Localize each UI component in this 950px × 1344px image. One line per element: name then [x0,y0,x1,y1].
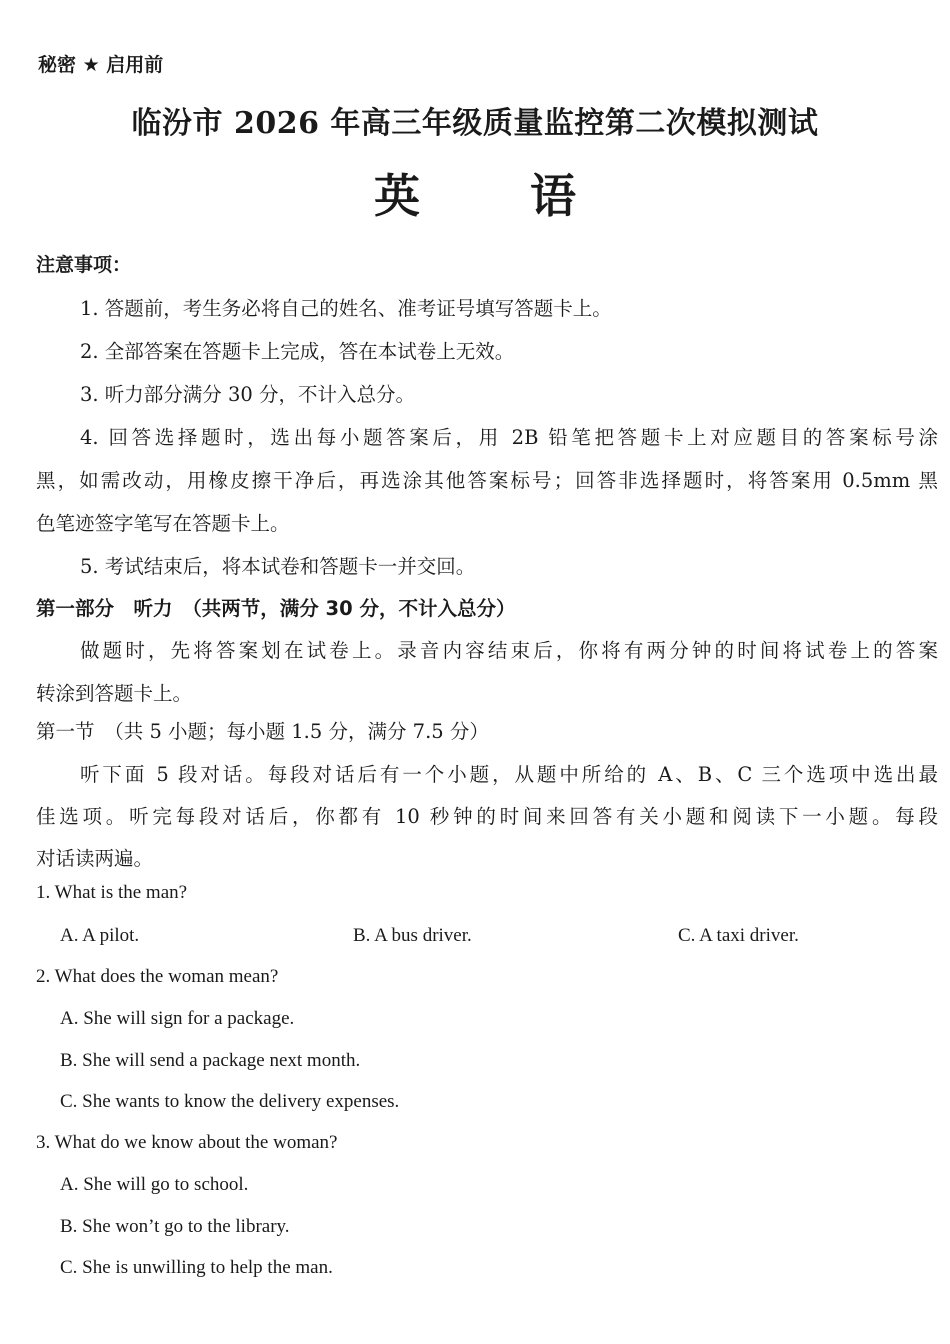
notice-item: 2. 全部答案在答题卡上完成，答在本试卷上无效。 [80,340,515,363]
part-one-heading: 第一部分 听力 （共两节，满分 30 分，不计入总分） [36,597,516,620]
subject-title: 英语 [374,169,686,223]
notice-item-continued: 黑，如需改动，用橡皮擦干净后，再选涂其他答案标号；回答非选择题时，将答案用 0.5mm 黑 [36,469,938,492]
confidential-label: 秘密 ★ 启用前 [38,54,164,76]
question-stem: 3. What do we know about the woman? [36,1132,338,1153]
answer-option: B. She will send a package next month. [60,1050,361,1071]
part-one-instructions: 做题时，先将答案划在试卷上。录音内容结束后，你将有两分钟的时间将试卷上的答案 [80,639,938,662]
section-one-instructions: 对话读两遍。 [36,847,154,870]
question-stem: 1. What is the man? [36,882,188,903]
section-one-heading: 第一节 （共 5 小题；每小题 1.5 分，满分 7.5 分） [36,720,489,743]
answer-option: A. She will sign for a package. [60,1008,295,1029]
part-one-instructions: 转涂到答题卡上。 [36,682,193,705]
notice-item: 1. 答题前，考生务必将自己的姓名、准考证号填写答题卡上。 [80,297,612,320]
answer-option: A. She will go to school. [60,1174,249,1195]
answer-option: B. She won’t go to the library. [60,1216,290,1237]
notice-heading: 注意事项： [36,254,132,276]
section-one-instructions: 听下面 5 段对话。每段对话后有一个小题，从题中所给的 A、B、C 三个选项中选出最 [80,763,938,786]
answer-option: C. She is unwilling to help the man. [60,1257,333,1278]
section-one-instructions: 佳选项。听完每段对话后，你都有 10 秒钟的时间来回答有关小题和阅读下一小题。每段 [36,805,938,828]
exam-title: 临汾市 2026 年高三年级质量监控第二次模拟测试 [131,106,819,141]
notice-item: 3. 听力部分满分 30 分，不计入总分。 [80,383,416,406]
answer-option: C. She wants to know the delivery expenses. [60,1091,400,1112]
answer-option: C. A taxi driver. [678,925,799,946]
question-stem: 2. What does the woman mean? [36,966,279,987]
notice-item-continued: 色笔迹签字笔写在答题卡上。 [36,512,290,535]
answer-option: B. A bus driver. [353,925,472,946]
notice-item: 4. 回答选择题时，选出每小题答案后，用 2B 铅笔把答题卡上对应题目的答案标号涂 [80,426,938,449]
answer-option: A. A pilot. [60,925,140,946]
notice-item: 5. 考试结束后，将本试卷和答题卡一并交回。 [80,555,476,578]
